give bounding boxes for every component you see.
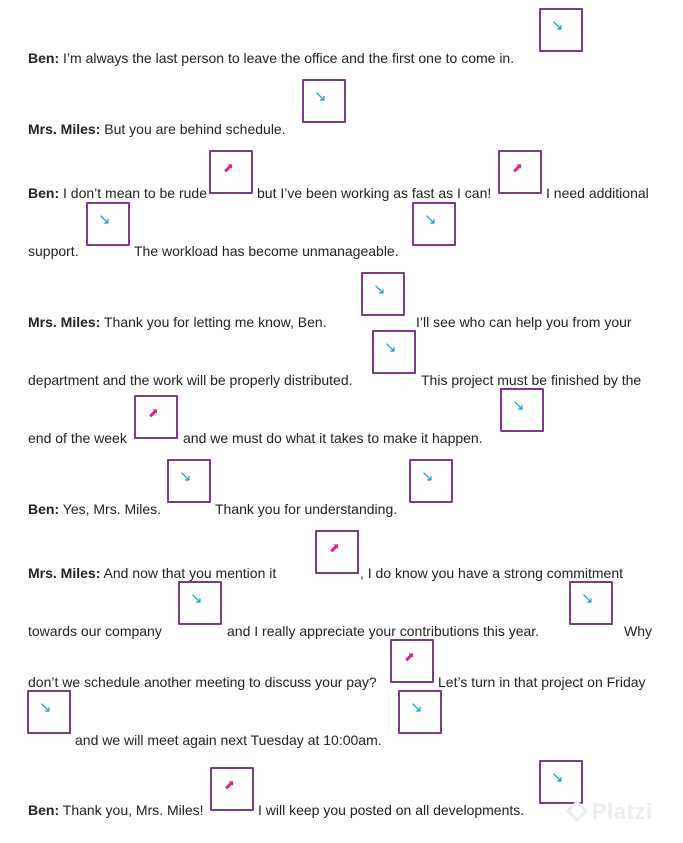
falling-arrow-icon: ↘	[39, 698, 52, 716]
line-text: And now that you mention it	[100, 565, 277, 581]
dialogue-line-miles-1	[28, 121, 286, 137]
rising-arrow-icon: ⬈	[329, 541, 340, 556]
intonation-box[interactable]	[569, 581, 613, 625]
dialogue-line-miles-2a	[28, 314, 327, 330]
intonation-box[interactable]	[498, 150, 542, 194]
intonation-box[interactable]	[412, 202, 456, 246]
line-text: department and the work will be properly distributed.	[28, 372, 353, 388]
falling-arrow-icon: ↘	[98, 210, 111, 228]
dialogue-line-ben-1	[28, 50, 514, 66]
intonation-box[interactable]	[178, 581, 222, 625]
speaker-label: Mrs. Miles:	[28, 121, 101, 137]
line-text: I don’t mean to be rude	[59, 185, 207, 201]
line-text: don’t we schedule another meeting to discuss your pay?	[28, 674, 377, 690]
rising-arrow-icon: ⬈	[404, 650, 415, 665]
falling-arrow-icon: ↘	[421, 467, 434, 485]
intonation-box[interactable]	[209, 150, 253, 194]
speaker-label: Mrs. Miles:	[28, 565, 101, 581]
falling-arrow-icon: ↘	[424, 210, 437, 228]
intonation-box[interactable]	[372, 330, 416, 374]
intonation-box[interactable]	[86, 202, 130, 246]
line-text: The workload has become unmanageable.	[134, 243, 399, 259]
rising-arrow-icon: ⬈	[224, 778, 235, 793]
intonation-box[interactable]	[361, 272, 405, 316]
speaker-label: Ben:	[28, 802, 60, 818]
intonation-box[interactable]	[500, 388, 544, 432]
rising-arrow-icon: ⬈	[148, 406, 159, 421]
line-text: support.	[28, 243, 79, 259]
line-text: end of the week	[28, 430, 127, 446]
dialogue-line-ben-3	[28, 501, 161, 517]
line-text: and I really appreciate your contributions this year.	[227, 623, 540, 639]
falling-arrow-icon: ↘	[551, 768, 564, 786]
line-text: Thank you for understanding.	[215, 501, 398, 517]
line-text: I’m always the last person to leave the office and the first one to come in.	[59, 50, 515, 66]
line-text: I’ll see who can help you from your	[416, 314, 632, 330]
falling-arrow-icon: ↘	[551, 16, 564, 34]
rising-arrow-icon: ⬈	[512, 161, 523, 176]
falling-arrow-icon: ↘	[314, 87, 327, 105]
line-text: Let’s turn in that project on Friday	[438, 674, 646, 690]
dialogue-line-miles-3a	[28, 565, 276, 581]
falling-arrow-icon: ↘	[581, 589, 594, 607]
line-text: Thank you for letting me know, Ben.	[100, 314, 327, 330]
intonation-box[interactable]	[134, 395, 178, 439]
line-text: I need additional	[546, 185, 649, 201]
line-text: towards our company	[28, 623, 162, 639]
line-text: Yes, Mrs. Miles.	[59, 501, 162, 517]
intonation-box[interactable]	[210, 767, 254, 811]
rising-arrow-icon: ⬈	[223, 161, 234, 176]
speaker-label: Ben:	[28, 501, 60, 517]
falling-arrow-icon: ↘	[384, 338, 397, 356]
line-text: , I do know you have a strong commitment	[360, 565, 624, 581]
falling-arrow-icon: ↘	[410, 698, 423, 716]
falling-arrow-icon: ↘	[179, 467, 192, 485]
intonation-box[interactable]	[315, 530, 359, 574]
intonation-box[interactable]	[167, 459, 211, 503]
speaker-label: Ben:	[28, 185, 60, 201]
line-text: Why	[624, 623, 652, 639]
line-text: But you are behind schedule.	[100, 121, 286, 137]
speaker-label: Ben:	[28, 50, 60, 66]
falling-arrow-icon: ↘	[512, 396, 525, 414]
intonation-box[interactable]	[390, 639, 434, 683]
line-text: Thank you, Mrs. Miles!	[59, 802, 204, 818]
line-text: and we will meet again next Tuesday at 10:00am.	[75, 732, 382, 748]
watermark-text: Platzi	[592, 799, 653, 824]
intonation-box[interactable]	[539, 760, 583, 804]
intonation-box[interactable]	[539, 8, 583, 52]
line-text: This project must be finished by the	[421, 372, 642, 388]
intonation-box[interactable]	[398, 690, 442, 734]
speaker-label: Mrs. Miles:	[28, 314, 101, 330]
intonation-box[interactable]	[409, 459, 453, 503]
line-text: and we must do what it takes to make it happen.	[183, 430, 483, 446]
line-text: I will keep you posted on all developments.	[258, 802, 525, 818]
intonation-box[interactable]	[27, 690, 71, 734]
platzi-logo-icon	[566, 800, 588, 822]
line-text: but I’ve been working as fast as I can!	[257, 185, 492, 201]
dialogue-line-ben-4	[28, 802, 204, 818]
dialogue-line-ben-2a	[28, 185, 207, 201]
falling-arrow-icon: ↘	[190, 589, 203, 607]
intonation-box[interactable]	[302, 79, 346, 123]
falling-arrow-icon: ↘	[373, 280, 386, 298]
